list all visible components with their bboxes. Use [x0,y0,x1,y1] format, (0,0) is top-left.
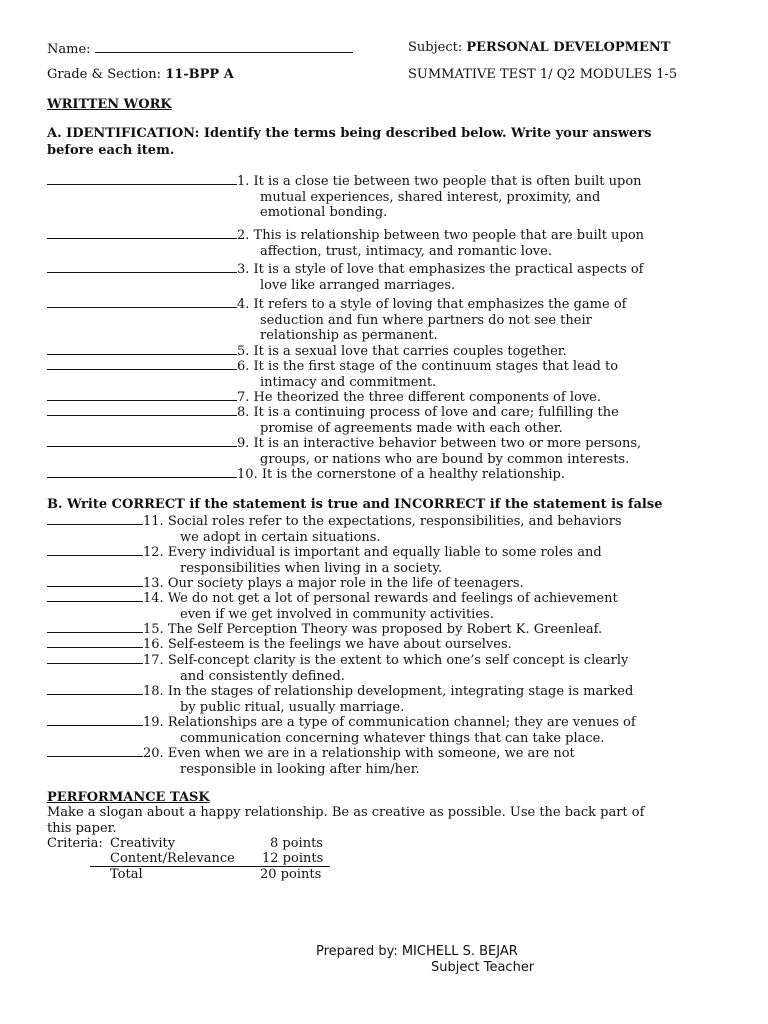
item-number: 5. [237,344,250,359]
item-number: 1. [237,174,250,189]
answer-blank[interactable] [47,683,143,695]
prepared-by: Prepared by: MICHELL S. BEJAR [316,944,518,959]
item-text: It is the cornerstone of a healthy relationship. [261,467,565,482]
item-text: Relationships are a type of communication channel; they are venues of [167,715,636,730]
answer-blank[interactable] [47,173,237,185]
answer-blank[interactable] [47,544,143,556]
part-a-heading-2: before each item. [47,143,175,158]
answer-blank[interactable] [47,513,143,525]
written-work-heading: WRITTEN WORK [47,97,172,112]
part-b-item-6 [47,636,512,653]
item-first-line [47,173,642,190]
subject-field [408,40,670,55]
criteria-name-creativity: Creativity [110,836,176,851]
grade-label: Grade & Section: [47,67,162,82]
grade-field [47,67,234,82]
item-first-line [47,358,618,375]
item-first-line [47,683,633,700]
item-text: It is a continuing process of love and care; fulfilling the [253,405,619,420]
item-text-continued: communication concerning whatever things that can take place. [180,730,605,746]
name-field [47,40,353,57]
item-text-continued: love like arranged marriages. [260,277,456,293]
item-text-continued: seduction and fun where partners do not see their [260,312,592,328]
part-b-heading: B. Write CORRECT if the statement is true and INCORRECT if the statement is false [47,497,663,512]
performance-instructions-1: Make a slogan about a happy relationship. Be as creative as possible. Use the back part of [47,805,645,820]
name-label: Name: [47,42,91,57]
part-b-item-2 [47,544,602,576]
item-first-line [47,466,565,483]
answer-blank[interactable] [47,636,143,648]
part-b-item-8 [47,683,633,715]
item-text-continued: we adopt in certain situations. [180,529,381,545]
item-number: 13. [143,576,164,591]
item-text-continued: emotional bonding. [260,205,388,220]
item-number: 12. [143,545,164,560]
item-text: In the stages of relationship development, integrating stage is marked [167,684,634,699]
grade-value: 11-BPP A [165,67,234,82]
performance-task-heading: PERFORMANCE TASK [47,790,210,805]
answer-blank[interactable] [47,745,143,757]
part-b-item-4 [47,590,618,622]
item-number: 20. [143,746,164,761]
part-a-item-10 [47,466,565,483]
item-first-line [47,745,575,762]
item-text: Self-esteem is the feelings we have about ourselves. [167,637,512,652]
item-text-continued: intimacy and commitment. [260,374,437,390]
criteria-label: Criteria: [47,836,103,851]
answer-blank[interactable] [47,343,237,355]
subject-value: PERSONAL DEVELOPMENT [466,40,671,55]
item-first-line [47,261,643,278]
item-text: Social roles refer to the expectations, responsibilities, and behaviors [167,514,622,529]
part-b-item-9 [47,714,636,746]
item-first-line [47,227,644,244]
item-text: Every individual is important and equally liable to some roles and [167,545,602,560]
item-first-line [47,590,618,607]
criteria-points-content: 12 points [262,851,324,866]
item-text: This is relationship between two people that are built upon [253,228,645,243]
answer-blank[interactable] [47,296,237,308]
item-text: He theorized the three different components of love. [253,390,601,405]
item-text: Self-concept clarity is the extent to which one’s self concept is clearly [167,653,629,668]
answer-blank[interactable] [47,621,143,633]
part-a-item-6 [47,358,618,390]
name-blank[interactable] [95,40,353,53]
item-number: 7. [237,390,250,405]
item-text: Our society plays a major role in the life of teenagers. [167,576,524,591]
part-a-item-1 [47,173,642,221]
answer-blank[interactable] [47,575,143,587]
item-text-continued: even if we get involved in community activities. [180,606,494,622]
item-text-continued: mutual experiences, shared interest, proximity, and [260,189,601,205]
item-text-continued: promise of agreements made with each other. [260,420,563,436]
item-text: It is a close tie between two people that is often built upon [253,174,642,189]
item-first-line [47,652,628,669]
item-text: It is the first stage of the continuum stages that lead to [253,359,619,374]
item-number: 8. [237,405,250,420]
part-a-item-2 [47,227,644,259]
item-first-line [47,404,619,421]
item-number: 6. [237,359,250,374]
part-a-item-8 [47,404,619,436]
item-text: Even when we are in a relationship with someone, we are not [167,746,575,761]
item-text: It is a sexual love that carries couples together. [253,344,567,359]
item-text-continued: groups, or nations who are bound by common interests. [260,451,630,467]
item-text-continued: relationship as permanent. [260,328,438,343]
item-number: 9. [237,436,250,451]
item-text: It is an interactive behavior between two or more persons, [253,436,642,451]
subject-label: Subject: [408,40,463,55]
item-number: 17. [143,653,164,668]
item-number: 4. [237,297,250,312]
criteria-points-creativity: 8 points [270,836,323,851]
item-text-continued: responsibilities when living in a society. [180,560,443,576]
part-b-item-10 [47,745,575,777]
answer-blank[interactable] [47,358,237,370]
item-number: 2. [237,228,250,243]
item-text: We do not get a lot of personal rewards and feelings of achievement [167,591,618,606]
item-text-continued: and consistently defined. [180,668,345,684]
answer-blank[interactable] [47,227,237,239]
item-first-line [47,435,641,452]
test-title: SUMMATIVE TEST 1/ Q2 MODULES 1-5 [408,67,678,82]
item-text-continued: responsible in looking after him/her. [180,761,420,777]
part-b-item-7 [47,652,628,684]
item-number: 19. [143,715,164,730]
item-first-line [47,544,602,561]
item-text: The Self Perception Theory was proposed by Robert K. Greenleaf. [167,622,603,637]
item-first-line [47,636,512,653]
performance-instructions-2: this paper. [47,821,117,836]
part-a-item-4 [47,296,626,344]
part-a-heading: A. IDENTIFICATION: Identify the terms being described below. Write your answers [47,126,652,141]
answer-blank[interactable] [47,466,237,478]
answer-blank[interactable] [47,590,143,602]
item-number: 14. [143,591,164,606]
item-number: 16. [143,637,164,652]
item-number: 18. [143,684,164,699]
item-number: 15. [143,622,164,637]
item-first-line [47,714,636,731]
criteria-name-total: Total [110,867,143,882]
item-text-continued: by public ritual, usually marriage. [180,699,405,715]
answer-blank[interactable] [47,404,237,416]
item-text: It is a style of love that emphasizes the practical aspects of [253,262,644,277]
part-a-item-3 [47,261,643,293]
criteria-name-content: Content/Relevance [110,851,235,866]
answer-blank[interactable] [47,389,237,401]
answer-blank[interactable] [47,261,237,273]
part-a-item-9 [47,435,641,467]
item-number: 3. [237,262,250,277]
item-number: 11. [143,514,164,529]
part-b-item-1 [47,513,622,545]
item-text-continued: affection, trust, intimacy, and romantic love. [260,243,552,259]
item-first-line [47,513,622,530]
criteria-points-total: 20 points [260,867,322,882]
answer-blank[interactable] [47,714,143,726]
item-first-line [47,296,626,313]
subject-teacher: Subject Teacher [431,960,535,975]
item-number: 10. [237,467,258,482]
item-text: It refers to a style of loving that emphasizes the game of [253,297,627,312]
answer-blank[interactable] [47,652,143,664]
answer-blank[interactable] [47,435,237,447]
